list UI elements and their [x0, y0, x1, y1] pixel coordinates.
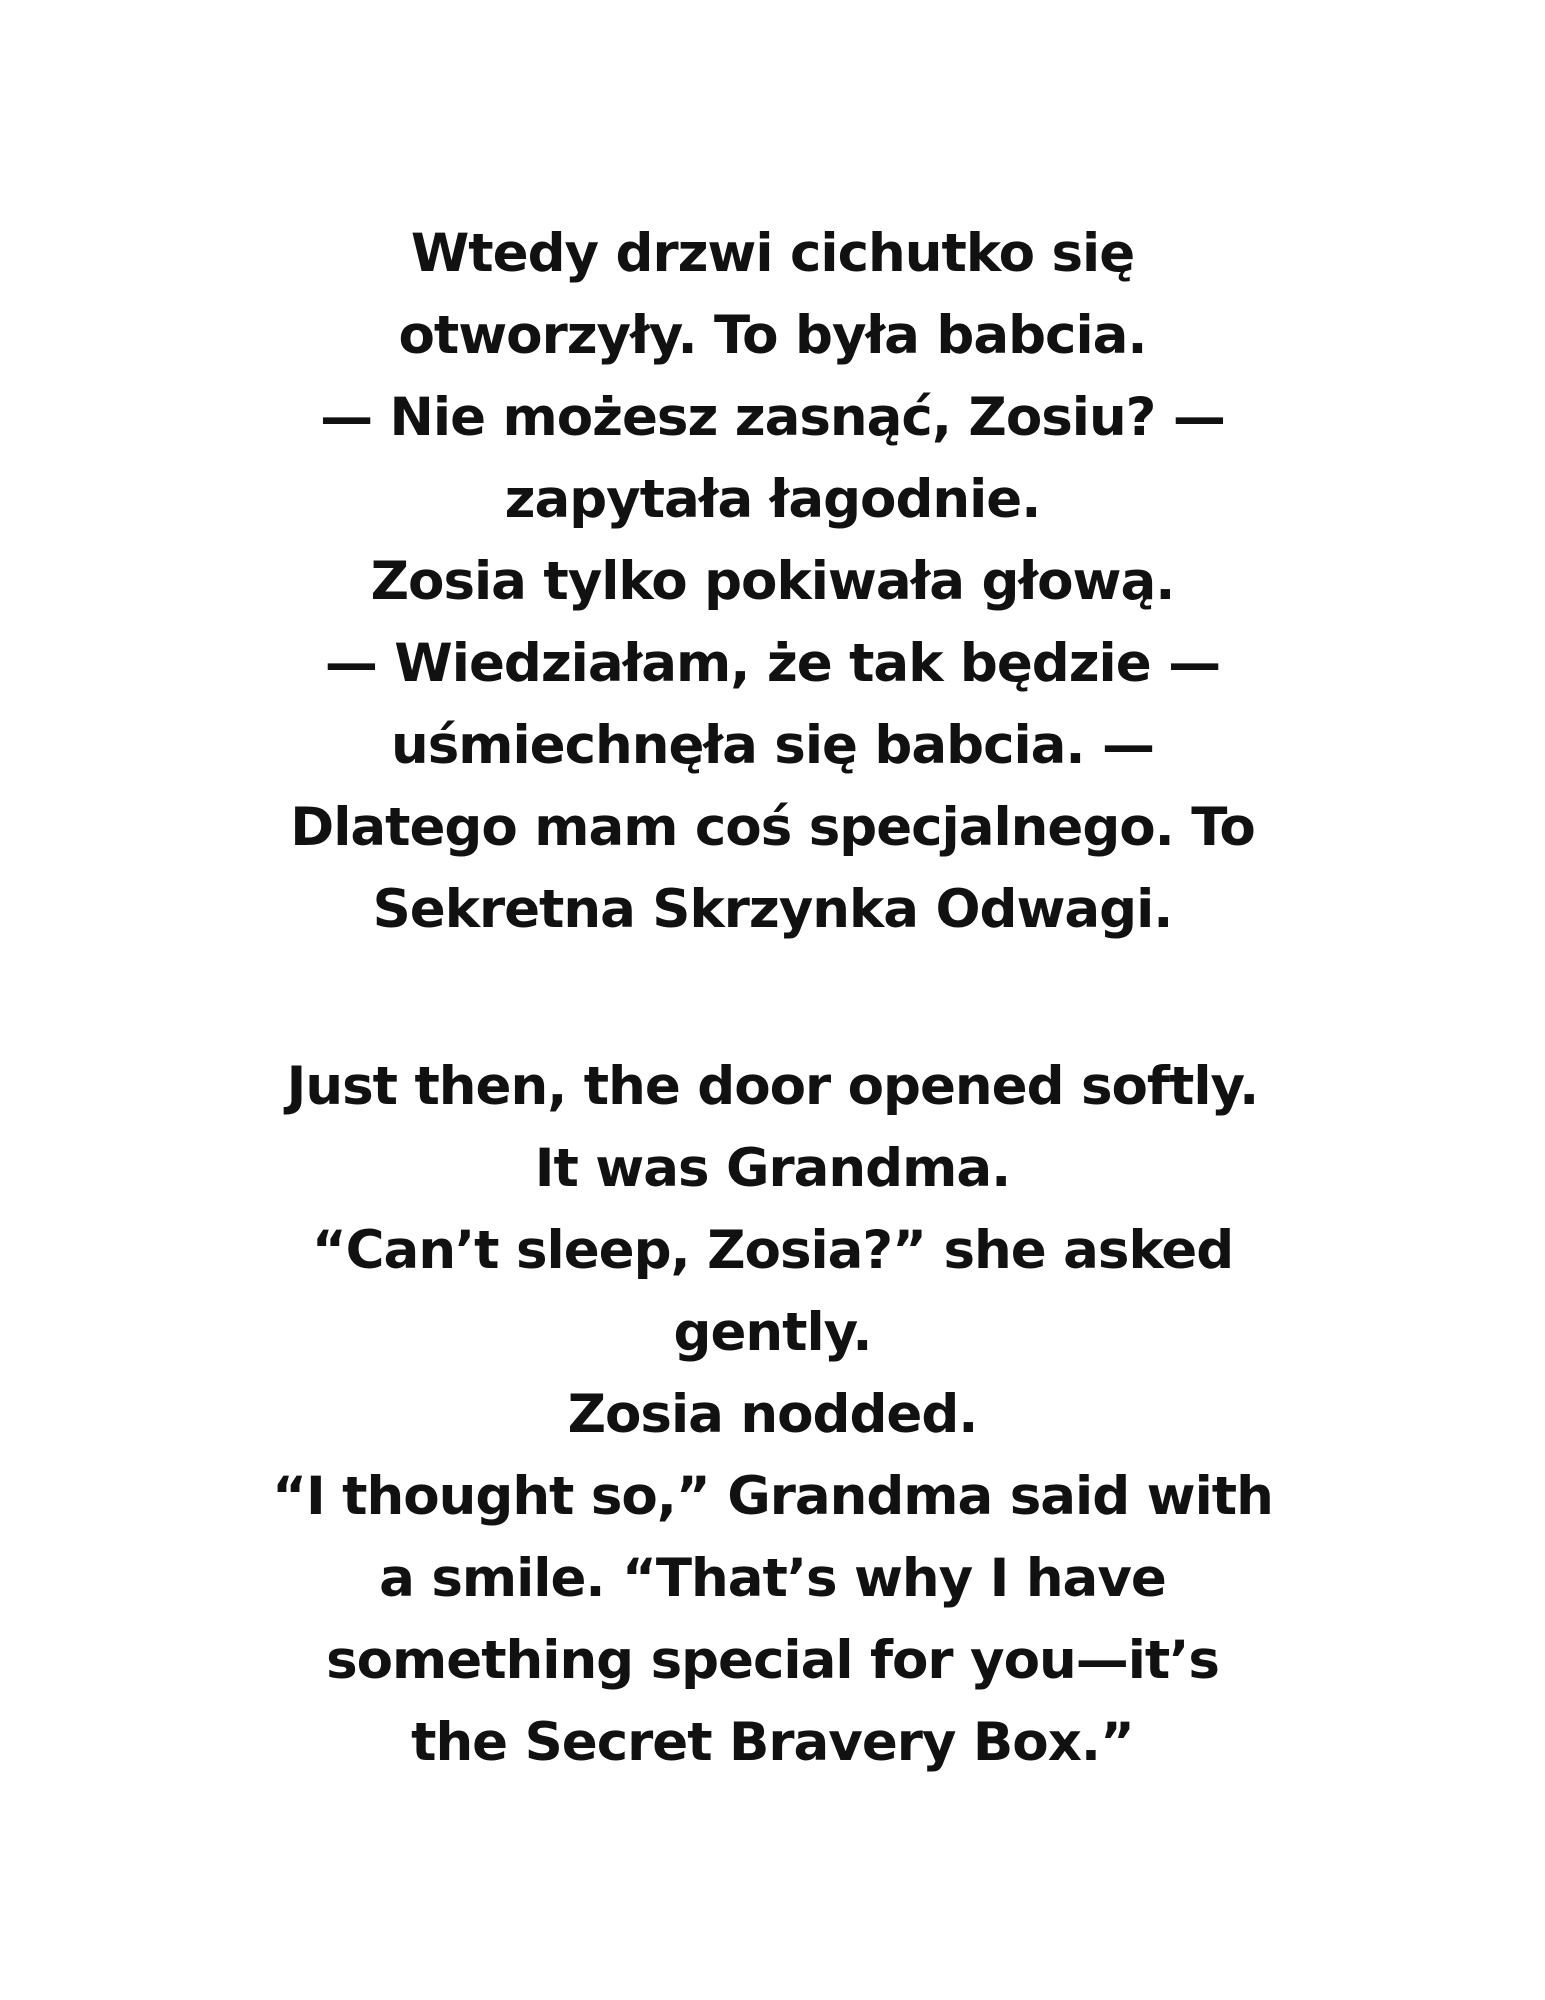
polish-line: otworzyły. To była babcia. [398, 305, 1147, 366]
polish-line: Dlatego mam coś specjalnego. To [290, 797, 1255, 858]
polish-line: uśmiechnęła się babcia. — [390, 715, 1154, 776]
english-line: gently. [673, 1302, 872, 1363]
polish-line: Wtedy drzwi cichutko się [410, 223, 1135, 284]
polish-paragraph [0, 213, 1545, 951]
polish-line: Zosia tylko pokiwała głową. [370, 551, 1175, 612]
english-line: a smile. “That’s why I have [379, 1548, 1166, 1609]
polish-line: — Nie możesz zasnąć, Zosiu? — [320, 387, 1225, 448]
english-line: Just then, the door opened softly. [286, 1056, 1259, 1117]
polish-line: Sekretna Skrzynka Odwagi. [372, 879, 1173, 940]
english-line: It was Grandma. [534, 1138, 1011, 1199]
english-line: Zosia nodded. [567, 1384, 978, 1445]
english-line: the Secret Bravery Box.” [411, 1712, 1134, 1773]
english-paragraph [0, 1046, 1545, 1784]
english-line: something special for you—it’s [326, 1630, 1219, 1691]
polish-line: — Wiedziałam, że tak będzie — [324, 633, 1221, 694]
english-line: “I thought so,” Grandma said with [272, 1466, 1273, 1527]
polish-line: zapytała łagodnie. [504, 469, 1041, 530]
english-line: “Can’t sleep, Zosia?” she asked [311, 1220, 1234, 1281]
